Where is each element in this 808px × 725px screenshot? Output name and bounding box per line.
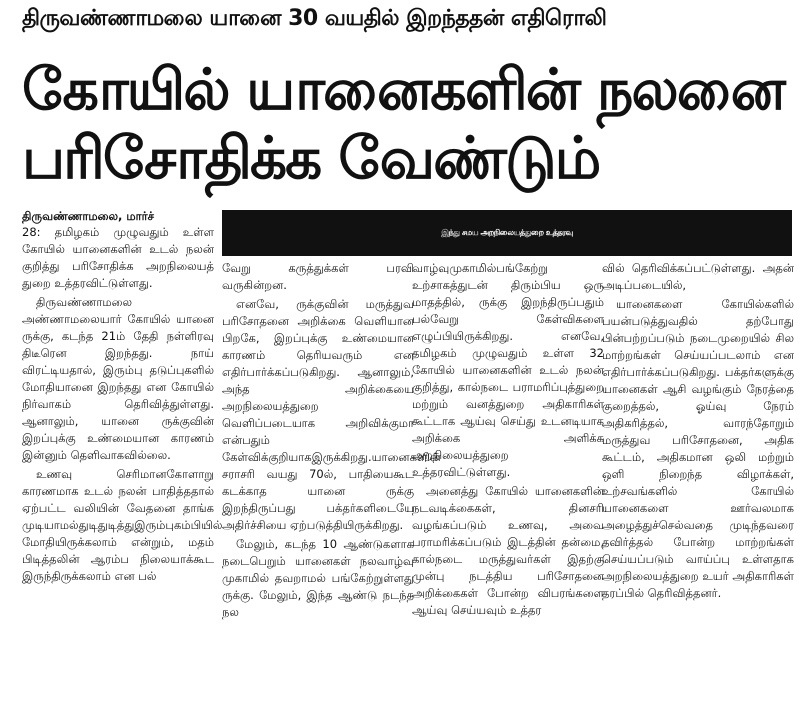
kicker-line: திருவண்ணாமலை யானை 30 வயதில் இறந்ததன் எதிரொலி xyxy=(22,6,607,31)
article-column-2 xyxy=(222,260,441,623)
article-paragraph: எனவே, ருக்குவின் மருத்துவ பரிசோதனை அறிக்கை வெளியான பிறகே, இறப்புக்கு உண்மையான காரணம் தெரியவரும் என எதிர்பார்க்கப்படுகிறது. ஆனாலும், அந்த அறிக்கையை அறநிலையத்துறை வெளிப்படையாக அறிவிக்குமா என்பதும் கேள்விக்குறியாகஇருக்கிறது.யானைகளின் சராசரி வயது 70ல், பாதியைகூட கடக்காத யானை ருக்கு இறந்திருப்பது பக்தர்களிடையே அதிர்ச்சியை ஏற்படுத்தியிருக்கிறது. xyxy=(222,297,441,532)
article-column-3 xyxy=(412,260,604,621)
headline-line-1: கோயில் யானைகளின் நலனை xyxy=(22,57,784,123)
headline-line-2: பரிசோதிக்க வேண்டும் xyxy=(22,124,600,192)
dateline: திருவண்ணாமலை, மார்ச் xyxy=(22,209,155,223)
headline xyxy=(22,56,792,192)
article-column-1 xyxy=(22,224,223,587)
article-paragraph: உணவு செரிமானகோளாறு காரணமாக உடல் நலன் பாதித்ததால் ஏற்பட்ட வலியின் வேதனை தாங்க முடியாமல்துடிதுடித்துஇரும்புகம்பியில் மோதியிருக்கலாம் என்றும், மதம் பிடித்தலின் ஆரம்ப நிலையாக்கூட இருந்திருக்கலாம் என பல் xyxy=(22,467,223,583)
article-paragraph: வில் தெரிவிக்கப்பட்டுள்ளது. அதன் அடிப்படையில், xyxy=(602,261,794,292)
article-column-4 xyxy=(602,260,794,604)
article-paragraph: யானைகளை கோயில்களில் பயன்படுத்துவதில் தற்போது பின்பற்றப்படும் நடைமுறையில் சில மாற்றங்கள் செய்யப்படலாம் என எதிர்பார்க்கப்படுகிறது. பக்தர்களுக்கு யானைகள் ஆசி வழங்கும் நேரத்தை குறைத்தல், ஓய்வு நேரம் அதிகரித்தல், வாரந்தோறும் மருத்துவ பரிசோதனை, அதிக கூட்டம், அதிகமான ஒலி மற்றும் ஒளி நிறைந்த விழாக்கள், உற்சவங்களில் கோயில் யானைகளை ஊர்வலமாக அழைத்துச்செல்வதை முடிந்தவரை தவிர்த்தல் போன்ற மாற்றங்கள் செய்யப்படும் வாய்ப்பு உள்ளதாக அறநிலையத்துறை உயர் அதிகாரிகள் தரப்பில் தெரிவித்தனர். xyxy=(602,297,794,600)
article-paragraph: வாழ்வுமுகாமில்பங்கேற்று உற்சாகத்துடன் திரும்பிய ஒரு மாதத்தில், ருக்கு இறந்திருப்பதும் பல்வேறு கேள்விகளை எழுப்பியிருக்கிறது. எனவே, தமிழகம் முழுவதும் உள்ள 32 கோயில் யானைகளின் உடல் நலன் குறித்து, கால்நடை பராமரிப்புத்துறை மற்றும் வனத்துறை அதிகாரிகள் கூட்டாக ஆய்வு செய்து உடனடியாக அறிக்கை அளிக்க அறநிலையத்துறை உத்தரவிட்டுள்ளது. xyxy=(412,261,604,479)
article-paragraph: அனைத்து கோயில் யானைகளின் நடவடிக்கைகள், தினசரி வழங்கப்படும் உணவு, அவை பராமரிக்கப்படும் இடத்தின் தன்மை, கால்நடை மருத்துவர்கள் இதற்கு முன்பு நடத்திய பரிசோதனை அறிக்கைகள் போன்ற விபரங்களை ஆய்வு செய்யவும் உத்தர xyxy=(412,484,604,617)
article-paragraph: வேறு கருத்துக்கள் பரவி வருகின்றன. xyxy=(222,261,414,292)
article-paragraph: மேலும், கடந்த 10 ஆண்டுகளாக நடைபெறும் யானைகள் நலவாழ்வு முகாமில் தவறாமல் பங்கேற்றுள்ளது ருக்கு. மேலும், இந்த ஆண்டு நடந்த நல xyxy=(222,537,414,619)
subheadline-banner: இந்து சமய அறநிலையத்துறை உத்தரவு xyxy=(222,210,792,256)
article-paragraph: 28: தமிழகம் முழுவதும் உள்ள கோயில் யானைகளின் உடல் நலன் குறித்து பரிசோதிக்க அறநிலையத் துறை உத்தரவிட்டுள்ளது. xyxy=(22,225,214,290)
article-paragraph: திருவண்ணாமலை அண்ணாமலையார் கோயில் யானை ருக்கு, கடந்த 21ம் தேதி நள்ளிரவு திடீரென இறந்தது. நாய் விரட்டியதால், இரும்பு தடுப்புகளில் மோதியானை இறந்தது என கோயில் நிர்வாகம் தெரிவித்துள்ளது. ஆனாலும், யானை ருக்குவின் இறப்புக்கு உண்மையான காரணம் இன்னும் தெளிவாகவில்லை. xyxy=(22,295,214,462)
